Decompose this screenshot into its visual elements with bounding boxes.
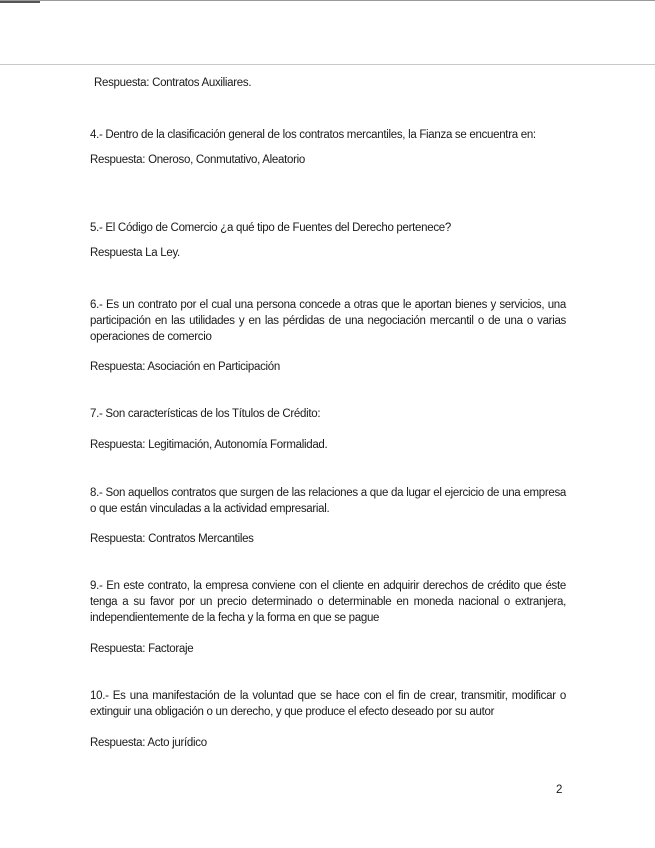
question-6: 6.- Es un contrato por el cual una persona concede a otras que le aportan bienes y servicios, una participación en las utilidades y en las pérdidas de una negociación mercantil o de una o varias operaciones de comercio bbox=[90, 299, 566, 343]
answer-5: Respuesta La Ley. bbox=[90, 247, 180, 259]
answer-4: Respuesta: Oneroso, Conmutativo, Aleatorio bbox=[90, 154, 305, 166]
question-9: 9.- En este contrato, la empresa conviene con el cliente en adquirir derechos de crédito que éste tenga a su favor por un precio determinado o determinable en moneda nacional o extranjera, independientemente de la fecha y la forma en que se pague bbox=[90, 580, 566, 624]
answer-7: Respuesta: Legitimación, Autonomía Formalidad. bbox=[90, 439, 328, 451]
question-block-4 bbox=[90, 127, 566, 168]
question-block-7 bbox=[90, 406, 566, 453]
answer-6: Respuesta: Asociación en Participación bbox=[90, 361, 280, 373]
answer-3: Respuesta: Contratos Auxiliares. bbox=[94, 77, 252, 89]
answer-10: Respuesta: Acto jurídico bbox=[90, 737, 207, 749]
top-border-line bbox=[0, 0, 655, 1]
page-number: 2 bbox=[556, 784, 563, 796]
top-corner-mark bbox=[0, 1, 40, 3]
question-5: 5.- El Código de Comercio ¿a qué tipo de Fuentes del Derecho pertenece? bbox=[90, 222, 451, 234]
question-block-10 bbox=[90, 688, 566, 751]
answer-9: Respuesta: Factoraje bbox=[90, 643, 194, 655]
question-block-9 bbox=[90, 578, 566, 657]
answer-8: Respuesta: Contratos Mercantiles bbox=[90, 533, 254, 545]
question-4: 4.- Dentro de la clasificación general de los contratos mercantiles, la Fianza se encuentra en: bbox=[90, 129, 536, 141]
header-divider bbox=[0, 64, 655, 65]
question-block-5 bbox=[90, 220, 566, 261]
question-block-6 bbox=[90, 297, 566, 375]
question-7: 7.- Son características de los Títulos de Crédito: bbox=[90, 408, 321, 420]
question-block-8 bbox=[90, 485, 566, 547]
question-10: 10.- Es una manifestación de la voluntad que se hace con el fin de crear, transmitir, modificar o extinguir una obligación o un derecho, y que produce el efecto deseado por su autor bbox=[90, 690, 566, 718]
question-8: 8.- Son aquellos contratos que surgen de las relaciones a que da lugar el ejercicio de una empresa o que están vinculadas a la actividad empresarial. bbox=[90, 487, 566, 515]
